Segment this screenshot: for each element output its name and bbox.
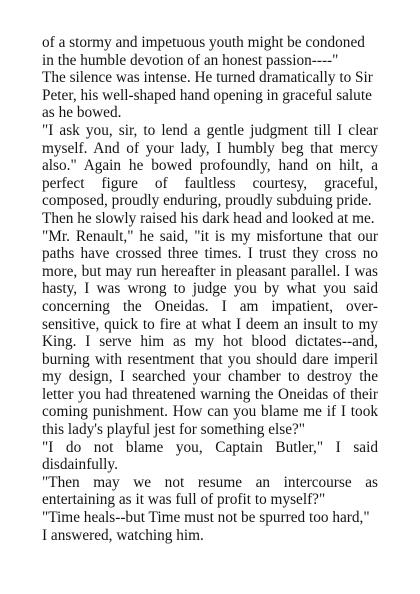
paragraph-butler-request: "Then may we not resume an intercourse as entertaining as it was full of profit to myself?" (42, 473, 378, 509)
paragraph-silence: The silence was intense. He turned dramatically to Sir Peter, his well-shaped hand opening in graceful salute as he bowed. (42, 69, 373, 122)
paragraph-continuation: of a stormy and impetuous youth might be condoned in the humble devotion of an honest passion----" (42, 34, 365, 69)
paragraph-renault-reply: "I do not blame you, Captain Butler," I said disdainfully. (42, 438, 378, 474)
paragraph-raised-head: Then he slowly raised his dark head and looked at me. (42, 209, 375, 227)
paragraph-butler-speech: "Mr. Renault," he said, "it is my misfortune that our paths have crossed three times. I trust they cross no more, but may run hereafter in pleasant parallel. I was hasty, I was wrong to judge you by what you said concerning the Oneidas. I am impatient, over-sensitive, quick to fire at what I deem an insult to my King. I serve him as my hot blood dictates--and, burning with resentment that you should dare imperil my design, I searched your chamber to destroy the letter you had threatened warning the Oneidas of their coming punishment. How can you blame me if I took this lady's playful jest for something else?" (42, 227, 378, 439)
book-page (42, 34, 378, 544)
paragraph-butler-plea: "I ask you, sir, to lend a gentle judgment till I clear myself. And of your lady, I humbly beg that mercy also." Again he bowed profoundly, hand on hilt, a perfect figure of faultless courtesy, graceful, composed, proudly enduring, proudly subduing pride. (42, 121, 378, 210)
paragraph-time-heals: "Time heals--but Time must not be spurred too hard," I answered, watching him. (42, 509, 370, 544)
